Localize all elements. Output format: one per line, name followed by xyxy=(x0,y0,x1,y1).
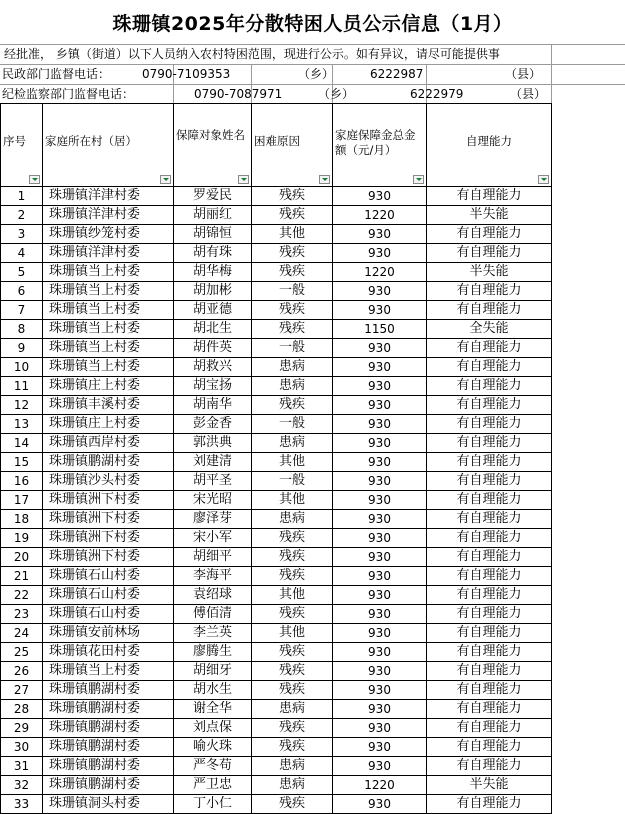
cell-ability: 半失能 xyxy=(427,776,552,795)
cell-ability: 半失能 xyxy=(427,263,552,282)
cell-ability: 有自理能力 xyxy=(427,567,552,586)
cell-amount: 930 xyxy=(333,605,427,624)
cell-no: 2 xyxy=(1,206,43,225)
table-row xyxy=(1,795,552,814)
cell-village: 珠珊镇丰溪村委 xyxy=(43,396,174,415)
cell-amount: 1220 xyxy=(333,206,427,225)
cell-ability: 有自理能力 xyxy=(427,662,552,681)
cell-village: 珠珊镇当上村委 xyxy=(43,301,174,320)
cell-no: 25 xyxy=(1,643,43,662)
table-row xyxy=(1,434,552,453)
cell-name: 喻火珠 xyxy=(174,738,252,757)
cell-amount: 930 xyxy=(333,700,427,719)
table-row xyxy=(1,282,552,301)
notice-row xyxy=(0,44,625,64)
cell-name: 胡细平 xyxy=(174,548,252,567)
table-row xyxy=(1,548,552,567)
header-ability-label: 自理能力 xyxy=(466,134,512,148)
cell-village: 珠珊镇石山村委 xyxy=(43,567,174,586)
cell-no: 22 xyxy=(1,586,43,605)
cell-no: 3 xyxy=(1,225,43,244)
cell-no: 1 xyxy=(1,187,43,206)
cell-village: 珠珊镇西岸村委 xyxy=(43,434,174,453)
cell-amount: 930 xyxy=(333,529,427,548)
table-row xyxy=(1,586,552,605)
table-row xyxy=(1,567,552,586)
table-row xyxy=(1,415,552,434)
cell-amount: 1220 xyxy=(333,776,427,795)
cell-ability: 有自理能力 xyxy=(427,415,552,434)
cell-no: 9 xyxy=(1,339,43,358)
cell-village: 珠珊镇洋津村委 xyxy=(43,206,174,225)
cell-no: 33 xyxy=(1,795,43,814)
header-reason-label: 困难原因 xyxy=(254,134,300,148)
civil-affairs-county-tag: （县） xyxy=(505,67,542,81)
header-amount xyxy=(333,104,427,187)
cell-village: 珠珊镇鹏湖村委 xyxy=(43,719,174,738)
table-row xyxy=(1,358,552,377)
cell-village: 珠珊镇当上村委 xyxy=(43,339,174,358)
cell-reason: 残疾 xyxy=(252,244,333,263)
notice-text: 经批准， 乡镇（街道）以下人员纳入农村特困范围，现进行公示。如有异议，请尽可能提供事 xyxy=(4,47,500,61)
cell-ability: 有自理能力 xyxy=(427,548,552,567)
cell-no: 21 xyxy=(1,567,43,586)
cell-no: 18 xyxy=(1,510,43,529)
cell-reason: 残疾 xyxy=(252,263,333,282)
civil-affairs-county-phone: 6222987 xyxy=(370,67,424,81)
cell-ability: 有自理能力 xyxy=(427,377,552,396)
cell-amount: 930 xyxy=(333,187,427,206)
cell-name: 胡件英 xyxy=(174,339,252,358)
cell-ability: 有自理能力 xyxy=(427,244,552,263)
cell-amount: 930 xyxy=(333,358,427,377)
table-row xyxy=(1,662,552,681)
cell-village: 珠珊镇庄上村委 xyxy=(43,415,174,434)
discipline-township-tag: （乡） xyxy=(318,87,355,101)
table-row xyxy=(1,225,552,244)
cell-name: 罗爱民 xyxy=(174,187,252,206)
cell-name: 胡亚德 xyxy=(174,301,252,320)
cell-ability: 有自理能力 xyxy=(427,225,552,244)
cell-amount: 930 xyxy=(333,339,427,358)
table-row xyxy=(1,244,552,263)
cell-name: 廖泽芽 xyxy=(174,510,252,529)
cell-reason: 残疾 xyxy=(252,301,333,320)
civil-affairs-township-phone: 0790-7109353 xyxy=(142,67,231,81)
filter-dropdown-icon[interactable] xyxy=(29,175,40,184)
cell-name: 胡锦恒 xyxy=(174,225,252,244)
cell-amount: 930 xyxy=(333,396,427,415)
table-row xyxy=(1,187,552,206)
cell-ability: 全失能 xyxy=(427,320,552,339)
cell-village: 珠珊镇石山村委 xyxy=(43,605,174,624)
cell-no: 4 xyxy=(1,244,43,263)
cell-reason: 残疾 xyxy=(252,529,333,548)
header-village-label: 家庭所在村（居） xyxy=(45,134,137,148)
cell-name: 胡细牙 xyxy=(174,662,252,681)
cell-name: 胡水生 xyxy=(174,681,252,700)
cell-amount: 930 xyxy=(333,225,427,244)
cell-reason: 残疾 xyxy=(252,719,333,738)
civil-affairs-township-tag: （乡） xyxy=(298,67,335,81)
cell-name: 彭金香 xyxy=(174,415,252,434)
cell-name: 胡华梅 xyxy=(174,263,252,282)
cell-no: 28 xyxy=(1,700,43,719)
table-row xyxy=(1,719,552,738)
cell-name: 李海平 xyxy=(174,567,252,586)
cell-amount: 930 xyxy=(333,434,427,453)
cell-reason: 患病 xyxy=(252,358,333,377)
cell-reason: 一般 xyxy=(252,282,333,301)
cell-name: 廖腾生 xyxy=(174,643,252,662)
cell-name: 胡有珠 xyxy=(174,244,252,263)
cell-no: 29 xyxy=(1,719,43,738)
cell-reason: 患病 xyxy=(252,757,333,776)
special-hardship-table xyxy=(0,103,552,814)
cell-village: 珠珊镇鹏湖村委 xyxy=(43,776,174,795)
table-row xyxy=(1,776,552,795)
cell-name: 丁小仁 xyxy=(174,795,252,814)
cell-no: 8 xyxy=(1,320,43,339)
cell-reason: 残疾 xyxy=(252,548,333,567)
cell-amount: 930 xyxy=(333,377,427,396)
cell-no: 7 xyxy=(1,301,43,320)
table-row xyxy=(1,605,552,624)
cell-reason: 残疾 xyxy=(252,187,333,206)
cell-village: 珠珊镇鹏湖村委 xyxy=(43,738,174,757)
cell-no: 13 xyxy=(1,415,43,434)
table-row xyxy=(1,396,552,415)
cell-village: 珠珊镇当上村委 xyxy=(43,358,174,377)
header-name xyxy=(174,104,252,187)
cell-reason: 一般 xyxy=(252,472,333,491)
cell-name: 傅佰清 xyxy=(174,605,252,624)
cell-village: 珠珊镇鹏湖村委 xyxy=(43,757,174,776)
table-row xyxy=(1,339,552,358)
page-title: 珠珊镇2025年分散特困人员公示信息（1月） xyxy=(112,12,513,35)
cell-amount: 930 xyxy=(333,567,427,586)
cell-ability: 有自理能力 xyxy=(427,757,552,776)
cell-no: 20 xyxy=(1,548,43,567)
cell-reason: 一般 xyxy=(252,339,333,358)
cell-ability: 有自理能力 xyxy=(427,396,552,415)
cell-reason: 其他 xyxy=(252,491,333,510)
cell-village: 珠珊镇洲下村委 xyxy=(43,548,174,567)
cell-ability: 有自理能力 xyxy=(427,643,552,662)
cell-ability: 有自理能力 xyxy=(427,339,552,358)
header-no xyxy=(1,104,43,187)
cell-amount: 930 xyxy=(333,719,427,738)
cell-ability: 有自理能力 xyxy=(427,510,552,529)
cell-ability: 有自理能力 xyxy=(427,738,552,757)
header-ability xyxy=(427,104,552,187)
cell-reason: 其他 xyxy=(252,586,333,605)
discipline-township-phone: 0790-7087971 xyxy=(194,87,283,101)
table-row xyxy=(1,700,552,719)
table-row xyxy=(1,529,552,548)
header-no-label: 序号 xyxy=(3,134,26,148)
cell-village: 珠珊镇沙头村委 xyxy=(43,472,174,491)
table-row xyxy=(1,263,552,282)
cell-village: 珠珊镇当上村委 xyxy=(43,320,174,339)
cell-reason: 其他 xyxy=(252,453,333,472)
cell-ability: 有自理能力 xyxy=(427,472,552,491)
cell-name: 刘点保 xyxy=(174,719,252,738)
cell-name: 胡平圣 xyxy=(174,472,252,491)
cell-reason: 残疾 xyxy=(252,396,333,415)
table-row xyxy=(1,681,552,700)
cell-reason: 残疾 xyxy=(252,738,333,757)
header-amount-label: 家庭保障金总金额（元/月） xyxy=(335,128,416,157)
cell-no: 30 xyxy=(1,738,43,757)
cell-village: 珠珊镇洋津村委 xyxy=(43,187,174,206)
cell-name: 胡宝扬 xyxy=(174,377,252,396)
cell-amount: 930 xyxy=(333,586,427,605)
cell-amount: 930 xyxy=(333,491,427,510)
cell-name: 胡北生 xyxy=(174,320,252,339)
cell-village: 珠珊镇洲下村委 xyxy=(43,529,174,548)
civil-affairs-phone-row xyxy=(0,64,625,84)
cell-name: 胡南华 xyxy=(174,396,252,415)
cell-reason: 残疾 xyxy=(252,795,333,814)
cell-amount: 930 xyxy=(333,453,427,472)
cell-amount: 930 xyxy=(333,548,427,567)
table-row xyxy=(1,453,552,472)
filter-dropdown-icon[interactable] xyxy=(319,175,330,184)
cell-village: 珠珊镇洲下村委 xyxy=(43,510,174,529)
discipline-label: 纪检监察部门监督电话： xyxy=(2,87,135,101)
cell-amount: 930 xyxy=(333,301,427,320)
cell-no: 19 xyxy=(1,529,43,548)
cell-village: 珠珊镇当上村委 xyxy=(43,662,174,681)
cell-name: 宋光昭 xyxy=(174,491,252,510)
cell-ability: 有自理能力 xyxy=(427,301,552,320)
cell-ability: 有自理能力 xyxy=(427,358,552,377)
cell-amount: 930 xyxy=(333,795,427,814)
cell-ability: 有自理能力 xyxy=(427,434,552,453)
cell-no: 11 xyxy=(1,377,43,396)
cell-no: 5 xyxy=(1,263,43,282)
cell-ability: 有自理能力 xyxy=(427,586,552,605)
cell-amount: 930 xyxy=(333,643,427,662)
cell-no: 27 xyxy=(1,681,43,700)
cell-reason: 患病 xyxy=(252,510,333,529)
cell-village: 珠珊镇石山村委 xyxy=(43,586,174,605)
filter-dropdown-icon[interactable] xyxy=(538,175,549,184)
cell-village: 珠珊镇安前林场 xyxy=(43,624,174,643)
cell-amount: 930 xyxy=(333,282,427,301)
cell-amount: 930 xyxy=(333,662,427,681)
cell-amount: 930 xyxy=(333,244,427,263)
cell-village: 珠珊镇当上村委 xyxy=(43,263,174,282)
cell-name: 严冬苟 xyxy=(174,757,252,776)
cell-reason: 残疾 xyxy=(252,681,333,700)
cell-ability: 有自理能力 xyxy=(427,605,552,624)
cell-village: 珠珊镇洲下村委 xyxy=(43,491,174,510)
cell-village: 珠珊镇纱笼村委 xyxy=(43,225,174,244)
cell-amount: 930 xyxy=(333,681,427,700)
cell-no: 24 xyxy=(1,624,43,643)
cell-village: 珠珊镇花田村委 xyxy=(43,643,174,662)
discipline-county-tag: （县） xyxy=(510,87,547,101)
cell-reason: 残疾 xyxy=(252,206,333,225)
table-row xyxy=(1,377,552,396)
header-reason xyxy=(252,104,333,187)
filter-dropdown-icon[interactable] xyxy=(160,175,171,184)
table-header-row xyxy=(1,104,552,187)
cell-ability: 有自理能力 xyxy=(427,453,552,472)
cell-no: 32 xyxy=(1,776,43,795)
table-row xyxy=(1,206,552,225)
cell-ability: 有自理能力 xyxy=(427,187,552,206)
cell-reason: 残疾 xyxy=(252,662,333,681)
table-row xyxy=(1,301,552,320)
header-name-label: 保障对象姓名 xyxy=(176,128,245,142)
cell-name: 郭洪典 xyxy=(174,434,252,453)
cell-village: 珠珊镇鹏湖村委 xyxy=(43,700,174,719)
cell-no: 31 xyxy=(1,757,43,776)
cell-no: 15 xyxy=(1,453,43,472)
cell-no: 6 xyxy=(1,282,43,301)
cell-name: 宋小军 xyxy=(174,529,252,548)
cell-name: 刘建清 xyxy=(174,453,252,472)
discipline-phone-row xyxy=(0,84,625,104)
table-row xyxy=(1,738,552,757)
cell-amount: 930 xyxy=(333,472,427,491)
discipline-county-phone: 6222979 xyxy=(410,87,464,101)
table-row xyxy=(1,624,552,643)
table-row xyxy=(1,320,552,339)
cell-amount: 930 xyxy=(333,510,427,529)
cell-ability: 有自理能力 xyxy=(427,795,552,814)
cell-reason: 残疾 xyxy=(252,567,333,586)
cell-amount: 930 xyxy=(333,757,427,776)
cell-name: 严卫忠 xyxy=(174,776,252,795)
cell-village: 珠珊镇洋津村委 xyxy=(43,244,174,263)
cell-reason: 其他 xyxy=(252,624,333,643)
cell-amount: 930 xyxy=(333,624,427,643)
cell-reason: 残疾 xyxy=(252,605,333,624)
cell-no: 12 xyxy=(1,396,43,415)
cell-reason: 患病 xyxy=(252,776,333,795)
table-row xyxy=(1,757,552,776)
cell-village: 珠珊镇鹏湖村委 xyxy=(43,453,174,472)
cell-name: 李兰英 xyxy=(174,624,252,643)
cell-reason: 一般 xyxy=(252,415,333,434)
cell-village: 珠珊镇庄上村委 xyxy=(43,377,174,396)
cell-name: 胡丽红 xyxy=(174,206,252,225)
cell-no: 17 xyxy=(1,491,43,510)
cell-amount: 1220 xyxy=(333,263,427,282)
cell-no: 10 xyxy=(1,358,43,377)
cell-ability: 有自理能力 xyxy=(427,700,552,719)
cell-reason: 残疾 xyxy=(252,643,333,662)
cell-name: 谢全华 xyxy=(174,700,252,719)
cell-amount: 1150 xyxy=(333,320,427,339)
cell-no: 26 xyxy=(1,662,43,681)
cell-amount: 930 xyxy=(333,415,427,434)
cell-village: 珠珊镇洞头村委 xyxy=(43,795,174,814)
cell-reason: 患病 xyxy=(252,377,333,396)
cell-ability: 半失能 xyxy=(427,206,552,225)
cell-ability: 有自理能力 xyxy=(427,529,552,548)
cell-village: 珠珊镇当上村委 xyxy=(43,282,174,301)
table-row xyxy=(1,643,552,662)
civil-affairs-label: 民政部门监督电话： xyxy=(2,67,111,81)
cell-name: 胡救兴 xyxy=(174,358,252,377)
table-row xyxy=(1,472,552,491)
cell-name: 胡加彬 xyxy=(174,282,252,301)
cell-reason: 其他 xyxy=(252,225,333,244)
cell-reason: 残疾 xyxy=(252,320,333,339)
header-village xyxy=(43,104,174,187)
cell-ability: 有自理能力 xyxy=(427,681,552,700)
table-row xyxy=(1,491,552,510)
cell-ability: 有自理能力 xyxy=(427,491,552,510)
cell-ability: 有自理能力 xyxy=(427,624,552,643)
cell-reason: 患病 xyxy=(252,434,333,453)
cell-no: 23 xyxy=(1,605,43,624)
cell-name: 袁绍球 xyxy=(174,586,252,605)
cell-amount: 930 xyxy=(333,738,427,757)
cell-reason: 患病 xyxy=(252,700,333,719)
filter-dropdown-icon[interactable] xyxy=(238,175,249,184)
cell-ability: 有自理能力 xyxy=(427,719,552,738)
cell-village: 珠珊镇鹏湖村委 xyxy=(43,681,174,700)
filter-dropdown-icon[interactable] xyxy=(413,175,424,184)
table-row xyxy=(1,510,552,529)
cell-no: 16 xyxy=(1,472,43,491)
cell-no: 14 xyxy=(1,434,43,453)
cell-ability: 有自理能力 xyxy=(427,282,552,301)
